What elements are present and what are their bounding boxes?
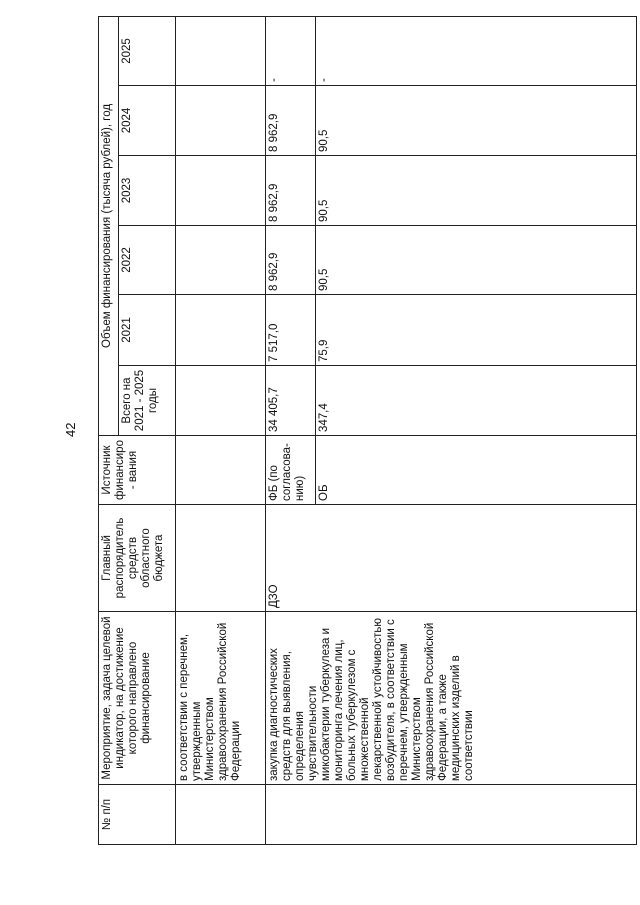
fb-2023: 8 962,9 [266,156,316,226]
header-2024: 2024 [119,86,176,156]
ob-2025: - [316,16,637,85]
table-row [266,16,316,844]
source-fb: ФБ (по согласова- нию) [266,436,316,505]
ob-2021: 75,9 [316,295,637,366]
continuation-measure: в соответствии с перечнем, утвержденным Министерством здравоохранения Российской Федерации [176,612,266,785]
continuation-num [176,785,266,845]
empty-cell [176,156,266,226]
table-row-continuation [176,16,266,844]
source-ob: ОБ [316,436,637,505]
header-distributor: Главный распорядитель средств областного бюджета [99,505,176,612]
empty-cell [176,505,266,612]
ob-total: 347,4 [316,366,637,436]
header-num: № п/п [99,785,176,845]
fb-2025: - [266,16,316,85]
ob-2023: 90,5 [316,156,637,226]
financing-table [98,16,637,845]
item-measure: закупка диагностических средств для выявления, определения чувствительности микобактерии туберкулеза и мониторинга лечения лиц, больных туберкулезом с множественной лекарственной устойчивостью возбудителя, в соответствии с перечнем, утвержденным Министерством здравоохранения Российской Федерации, а также медицинских изделий в соответствии [266,612,637,785]
header-total: Всего на 2021 - 2025 годы [119,366,176,436]
header-financing-group: Объем финансирования (тысяча рублей), год [99,16,119,435]
empty-cell [176,366,266,436]
page-number: 42 [63,422,78,437]
empty-cell [176,295,266,366]
item-distributor: ДЗО [266,505,637,612]
header-source: Источник финансиро- вания [99,436,176,505]
header-2023: 2023 [119,156,176,226]
item-num [266,785,637,845]
header-2025: 2025 [119,16,176,85]
ob-2024: 90,5 [316,86,637,156]
empty-cell [176,86,266,156]
fb-2021: 7 517,0 [266,295,316,366]
header-2022: 2022 [119,226,176,295]
fb-2022: 8 962,9 [266,226,316,295]
empty-cell [176,16,266,85]
fb-2024: 8 962,9 [266,86,316,156]
empty-cell [176,226,266,295]
header-measure: Мероприятие, задача целевой индикатор, на достижение которого направлено финансирование [99,612,176,785]
rotated-table-container [98,17,636,845]
empty-cell [176,436,266,505]
fb-total: 34 405,7 [266,366,316,436]
ob-2022: 90,5 [316,226,637,295]
header-2021: 2021 [119,295,176,366]
